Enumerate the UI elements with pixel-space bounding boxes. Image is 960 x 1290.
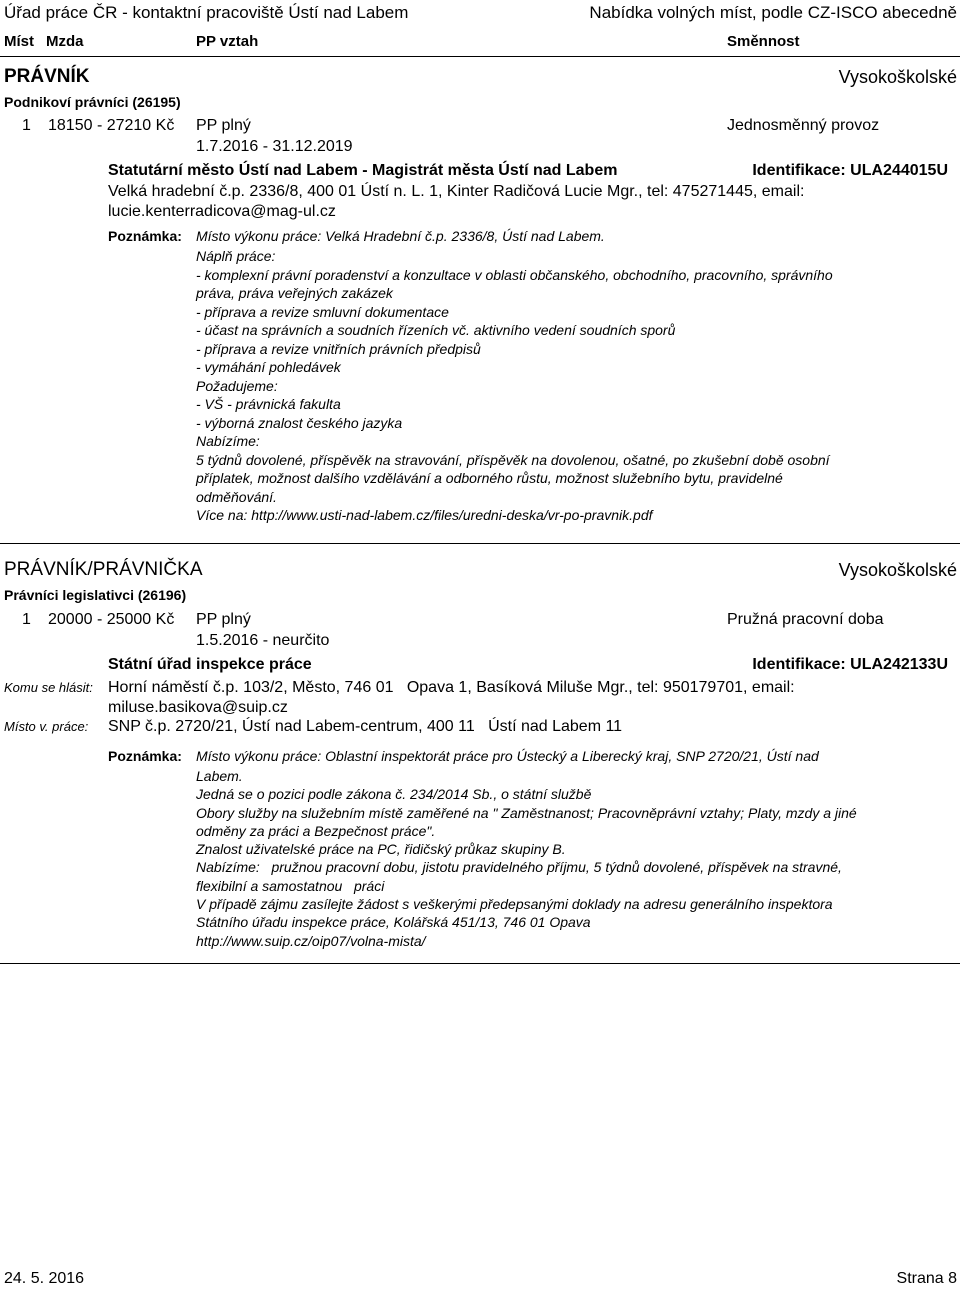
column-header-mzda: Mzda [46,33,84,50]
job2-shift: Pružná pracovní doba [727,611,884,628]
job2-employer: Státní úřad inspekce práce [108,656,312,673]
note-line: Náplň práce: [196,248,276,264]
job1-note-label: Poznámka: [108,228,182,244]
note-line: odměňování. [196,488,277,505]
note-link-line: Více na: http://www.usti-nad-labem.cz/files/uredni-deska/vr-po-pravnik.pdf [196,507,653,523]
job2-apply-label: Komu se hlásit: [4,680,93,695]
job1-title: PRÁVNÍK [4,66,90,87]
note-line: - výborná znalost českého jazyka [196,414,403,431]
footer-page-number: Strana 8 [896,1270,957,1287]
note-line: Obory služby na služebním místě zaměřené na " Zaměstnanost; Pracovněprávní vztahy; Platy, mzdy a jiné [196,804,857,821]
note-line: V případě zájmu zasílejte žádost s veškerými předepsanými doklady na adresu generálního inspektora [196,896,833,913]
job1-employer: Statutární město Ústí nad Labem - Magistrát města Ústí nad Labem [108,162,618,179]
job2-place-label: Místo v. práce: [4,719,89,734]
note-line: Labem. [196,768,243,784]
column-header-pp-vztah: PP vztah [196,33,259,50]
job2-education: Vysokoškolské [838,560,957,580]
note-line: - VŠ - právnická fakulta [196,396,341,412]
note-line: Nabízíme: [196,433,260,449]
job1-divider [0,543,960,544]
note-line: Požadujeme: [196,377,278,394]
job2-note-body [196,767,956,950]
job1-count: 1 [22,117,31,134]
job2-salary: 20000 - 25000 Kč [48,611,175,628]
job2-divider [0,963,960,964]
job2-category: Právníci legislativci (26196) [4,587,187,603]
job1-note-body [196,247,936,525]
job1-dates: 1.7.2016 - 31.12.2019 [196,138,353,155]
note-line: Jedná se o pozici podle zákona č. 234/2014 Sb., o státní službě [196,786,592,803]
job1-contact-line2: lucie.kenterradicova@mag-ul.cz [108,203,336,220]
job1-education: Vysokoškolské [838,67,957,87]
note-line: - vymáhání pohledávek [196,359,341,375]
job1-note-first: Místo výkonu práce: Velká Hradební č.p. 2336/8, Ústí nad Labem. [196,228,605,244]
column-header-smennost: Směnnost [727,33,800,50]
document-title: Úřad práce ČR - kontaktní pracoviště Ústí nad Labem [4,3,409,22]
job2-place-value: SNP č.p. 2720/21, Ústí nad Labem-centrum, 400 11 Ústí nad Labem 11 [108,718,623,735]
job2-apply-line1: Horní náměstí č.p. 103/2, Město, 746 01 Opava 1, Basíková Miluše Mgr., tel: 950179701, email: [108,679,795,696]
job2-title: PRÁVNÍK/PRÁVNIČKA [4,559,203,580]
note-line: flexibilní a samostatnou práci [196,877,385,894]
job1-category: Podnikoví právníci (26195) [4,94,181,110]
job1-shift: Jednosměnný provoz [727,117,880,134]
column-header-mist: Míst [4,33,34,50]
note-line: - komplexní právní poradenství a konzultace v oblasti občanského, obchodního, pracovního, správního [196,266,833,283]
job1-pp: PP plný [196,117,251,134]
footer-date: 24. 5. 2016 [4,1270,85,1287]
note-line: práva, práva veřejných zakázek [196,285,393,301]
note-line: - příprava a revize smluvní dokumentace [196,303,449,320]
document-subtitle: Nabídka volných míst, podle CZ-ISCO abecedně [589,3,957,22]
job1-ident: Identifikace: ULA244015U [752,162,948,179]
job1-salary: 18150 - 27210 Kč [48,117,175,134]
header-rule [0,56,960,57]
job2-pp: PP plný [196,611,251,628]
note-line: Znalost uživatelské práce na PC, řidičský průkaz skupiny B. [196,841,566,858]
note-line: - účast na správních a soudních řízeních vč. aktivního vedení soudních sporů [196,322,676,338]
job2-dates: 1.5.2016 - neurčito [196,632,330,649]
job1-contact-line1: Velká hradební č.p. 2336/8, 400 01 Ústí n. L. 1, Kinter Radičová Lucie Mgr., tel: 475271445, email: [108,183,805,200]
note-link-line: http://www.suip.cz/oip07/volna-mista/ [196,932,426,949]
note-line: Státního úřadu inspekce práce, Kolářská 451/13, 746 01 Opava [196,914,591,931]
job2-apply-line2: miluse.basikova@suip.cz [108,699,288,716]
note-line: - příprava a revize vnitřních právních předpisů [196,340,481,357]
note-line: odměny za práci a Bezpečnost práce". [196,822,436,839]
note-line: 5 týdnů dovolené, příspěvěk na stravování, příspěvěk na dovolenou, ošatné, po zkušební době osobní [196,451,830,468]
job2-note-label: Poznámka: [108,748,182,764]
note-line: Nabízíme: pružnou pracovní dobu, jistotu pravidelného příjmu, 5 týdnů dovolené, příspěvek na stravné, [196,859,842,876]
job2-note-first: Místo výkonu práce: Oblastní inspektorát práce pro Ústecký a Liberecký kraj, SNP 2720/21, Ústí nad [196,748,819,764]
job2-ident: Identifikace: ULA242133U [752,656,948,673]
note-line: příplatek, možnost dalšího vzdělávání a odborného růstu, možnost služebního bytu, pravidelné [196,470,783,486]
job2-count: 1 [22,611,31,628]
